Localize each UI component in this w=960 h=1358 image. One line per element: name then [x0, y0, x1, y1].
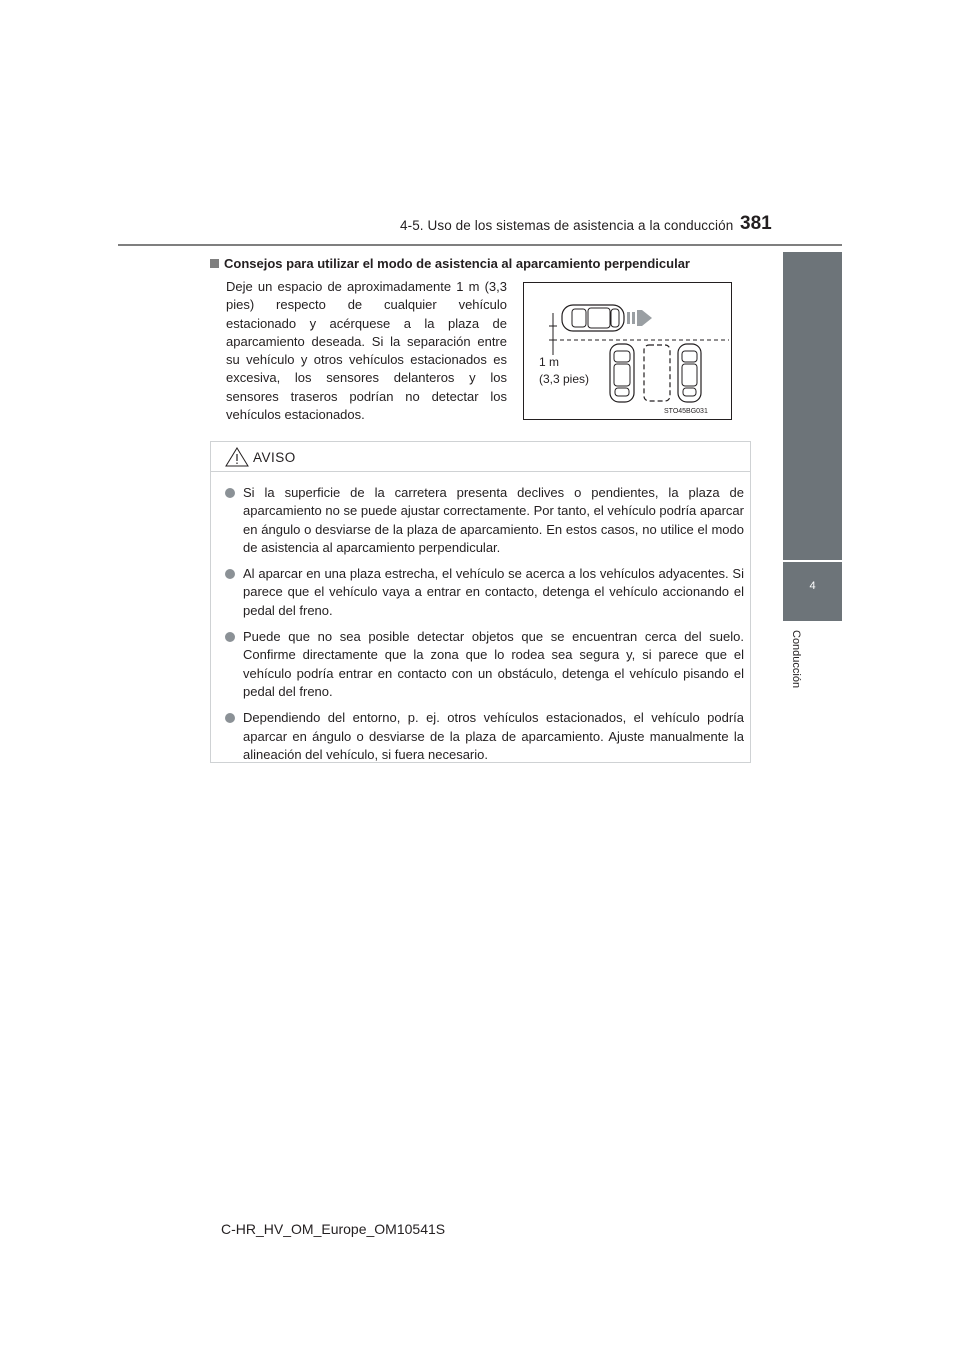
warning-item-text: Puede que no sea posible detectar objetos que se encuentran cerca del suelo. Confirme directamente que la zona que lo rodea sea segura y, si parece que el vehículo podría entrar en contacto con un obstáculo, detenga el vehículo pisando el pedal del freno. [243, 629, 744, 699]
parked-car-right-icon [678, 344, 701, 402]
warning-header [211, 442, 750, 472]
distance-label [539, 354, 589, 388]
target-parking-space [644, 345, 670, 401]
distance-label-metric: 1 m [539, 355, 560, 369]
direction-arrow-icon [627, 310, 652, 326]
bullet-icon [225, 569, 235, 579]
warning-item-text: Dependiendo del entorno, p. ej. otros vehículos estacionados, el vehículo podría aparcar en ángulo o desviarse de la plaza de aparcamiento. Ajuste manualmente la alineación del vehículo, si fuera necesario. [243, 710, 744, 762]
warning-item-text: Al aparcar en una plaza estrecha, el vehículo se acerca a los vehículos adyacentes. Si parece que el vehículo vaya a entrar en contacto, detenga el vehículo accionando el pedal del freno. [243, 566, 744, 618]
page-number: 381 [740, 213, 772, 234]
intro-paragraph: Deje un espacio de aproximadamente 1 m (3,3 pies) respecto de cualquier vehículo estacionado y acérquese a la plaza de aparcamiento deseada. Si la separación entre su vehículo y otros vehículos estacionados es excesiva, los sensores delanteros y los sensores traseros podrían no detectar los vehículos estacionados. [226, 279, 507, 423]
warning-triangle-icon [225, 447, 249, 467]
parking-figure [523, 282, 732, 420]
chapter-number: 4 [809, 580, 816, 592]
distance-label-imperial: (3,3 pies) [539, 372, 590, 386]
warning-item [225, 565, 744, 620]
figure-code: STO45BG031 [664, 408, 708, 415]
bullet-icon [225, 488, 235, 498]
header-divider [118, 244, 842, 246]
parking-illustration [524, 283, 733, 421]
section-heading [210, 256, 690, 271]
square-bullet-icon [210, 259, 219, 268]
bullet-icon [225, 713, 235, 723]
warning-box [210, 441, 751, 763]
warning-item [225, 709, 744, 764]
chapter-label-wrapper [786, 630, 808, 702]
warning-list [225, 484, 744, 772]
moving-car-icon [562, 305, 624, 331]
chapter-tab-top [783, 252, 842, 560]
section-header-title: 4-5. Uso de los sistemas de asistencia a la conducción [400, 218, 734, 233]
chapter-label: Conducción [790, 630, 802, 689]
section-heading-text: Consejos para utilizar el modo de asistencia al aparcamiento perpendicular [224, 256, 690, 271]
warning-item-text: Si la superficie de la carretera presenta declives o pendientes, la plaza de aparcamiento no se puede ajustar correctamente. Por tanto, el vehículo podría aparcar en ángulo o desviarse de la plaza de aparcamiento. En estos casos, no utilice el modo de asistencia al aparcamiento perpendicular. [243, 485, 744, 555]
document-code: C-HR_HV_OM_Europe_OM10541S [221, 1221, 446, 1237]
warning-title: AVISO [253, 450, 296, 465]
bullet-icon [225, 632, 235, 642]
parked-car-left-icon [610, 344, 634, 402]
warning-item [225, 628, 744, 701]
warning-item [225, 484, 744, 557]
